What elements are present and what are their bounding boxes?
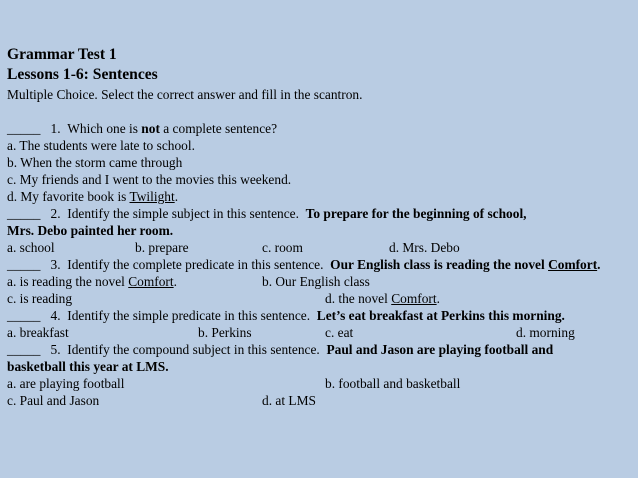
punctuation: . <box>174 189 179 204</box>
sentence-main: Our English class is reading the novel <box>330 257 545 272</box>
q5-option-c: c. Paul and Jason <box>7 393 100 408</box>
question-prompt: Identify the simple predicate in this sentence. <box>67 308 311 323</box>
option-text: d. the novel <box>325 291 388 306</box>
q1-option-b: b. When the storm came through <box>7 155 183 170</box>
answer-blank: _____ <box>7 308 41 323</box>
question-2 <box>7 205 527 222</box>
question-1 <box>7 120 277 137</box>
q5-sentence-continued: basketball this year at LMS. <box>7 359 169 374</box>
question-4 <box>7 307 565 324</box>
q1-option-a: a. The students were late to school. <box>7 138 195 153</box>
q2-option-c: c. room <box>262 240 303 255</box>
q1-option-d <box>7 188 178 205</box>
book-title: Comfort <box>128 274 174 289</box>
q3-option-b: b. Our English class <box>262 274 370 289</box>
answer-blank: _____ <box>7 121 41 136</box>
punctuation: . <box>597 257 601 272</box>
punctuation: . <box>436 291 440 306</box>
q3-option-c: c. is reading <box>7 291 73 306</box>
answer-blank: _____ <box>7 206 41 221</box>
sentence-text: Paul and Jason are playing football and <box>326 342 554 357</box>
sentence-text: To prepare for the beginning of school, <box>305 206 527 221</box>
answer-blank: _____ <box>7 342 41 357</box>
question-number: 1. <box>50 121 61 136</box>
book-title: Twilight <box>129 189 175 204</box>
punctuation: . <box>173 274 177 289</box>
question-3 <box>7 256 601 273</box>
question-5 <box>7 341 553 358</box>
instructions: Multiple Choice. Select the correct answer and fill in the scantron. <box>7 87 363 102</box>
question-prompt: Identify the simple subject in this sentence. <box>67 206 299 221</box>
q3-option-a <box>7 273 177 290</box>
q4-option-a: a. breakfast <box>7 325 69 340</box>
option-text: d. My favorite book is <box>7 189 127 204</box>
q5-option-b: b. football and basketball <box>325 376 461 391</box>
q2-option-a: a. school <box>7 240 55 255</box>
question-prompt: Identify the compound subject in this sentence. <box>67 342 320 357</box>
q1-option-c: c. My friends and I went to the movies this weekend. <box>7 172 292 187</box>
question-prompt: Which one is <box>67 121 138 136</box>
q2-option-d: d. Mrs. Debo <box>389 240 460 255</box>
question-prompt-end: a complete sentence? <box>163 121 278 136</box>
question-number: 2. <box>50 206 61 221</box>
sentence-text: Let’s eat breakfast at Perkins this morning. <box>316 308 565 323</box>
q4-option-b: b. Perkins <box>198 325 252 340</box>
book-title: Comfort <box>548 257 598 272</box>
q2-sentence-continued: Mrs. Debo painted her room. <box>7 223 174 238</box>
sentence-text <box>330 257 600 272</box>
q4-option-c: c. eat <box>325 325 354 340</box>
book-title: Comfort <box>391 291 437 306</box>
emphasis-word: not <box>141 121 160 136</box>
q3-option-d <box>325 290 440 307</box>
q5-option-a: a. are playing football <box>7 376 125 391</box>
answer-blank: _____ <box>7 257 41 272</box>
test-title: Grammar Test 1 <box>7 46 117 63</box>
lessons-heading: Lessons 1-6: Sentences <box>7 66 158 83</box>
option-text: a. is reading the novel <box>7 274 125 289</box>
question-number: 5. <box>50 342 61 357</box>
question-prompt: Identify the complete predicate in this sentence. <box>67 257 324 272</box>
q2-option-b: b. prepare <box>135 240 189 255</box>
question-number: 3. <box>50 257 61 272</box>
q4-option-d: d. morning <box>516 325 575 340</box>
question-number: 4. <box>50 308 61 323</box>
q5-option-d: d. at LMS <box>262 393 316 408</box>
